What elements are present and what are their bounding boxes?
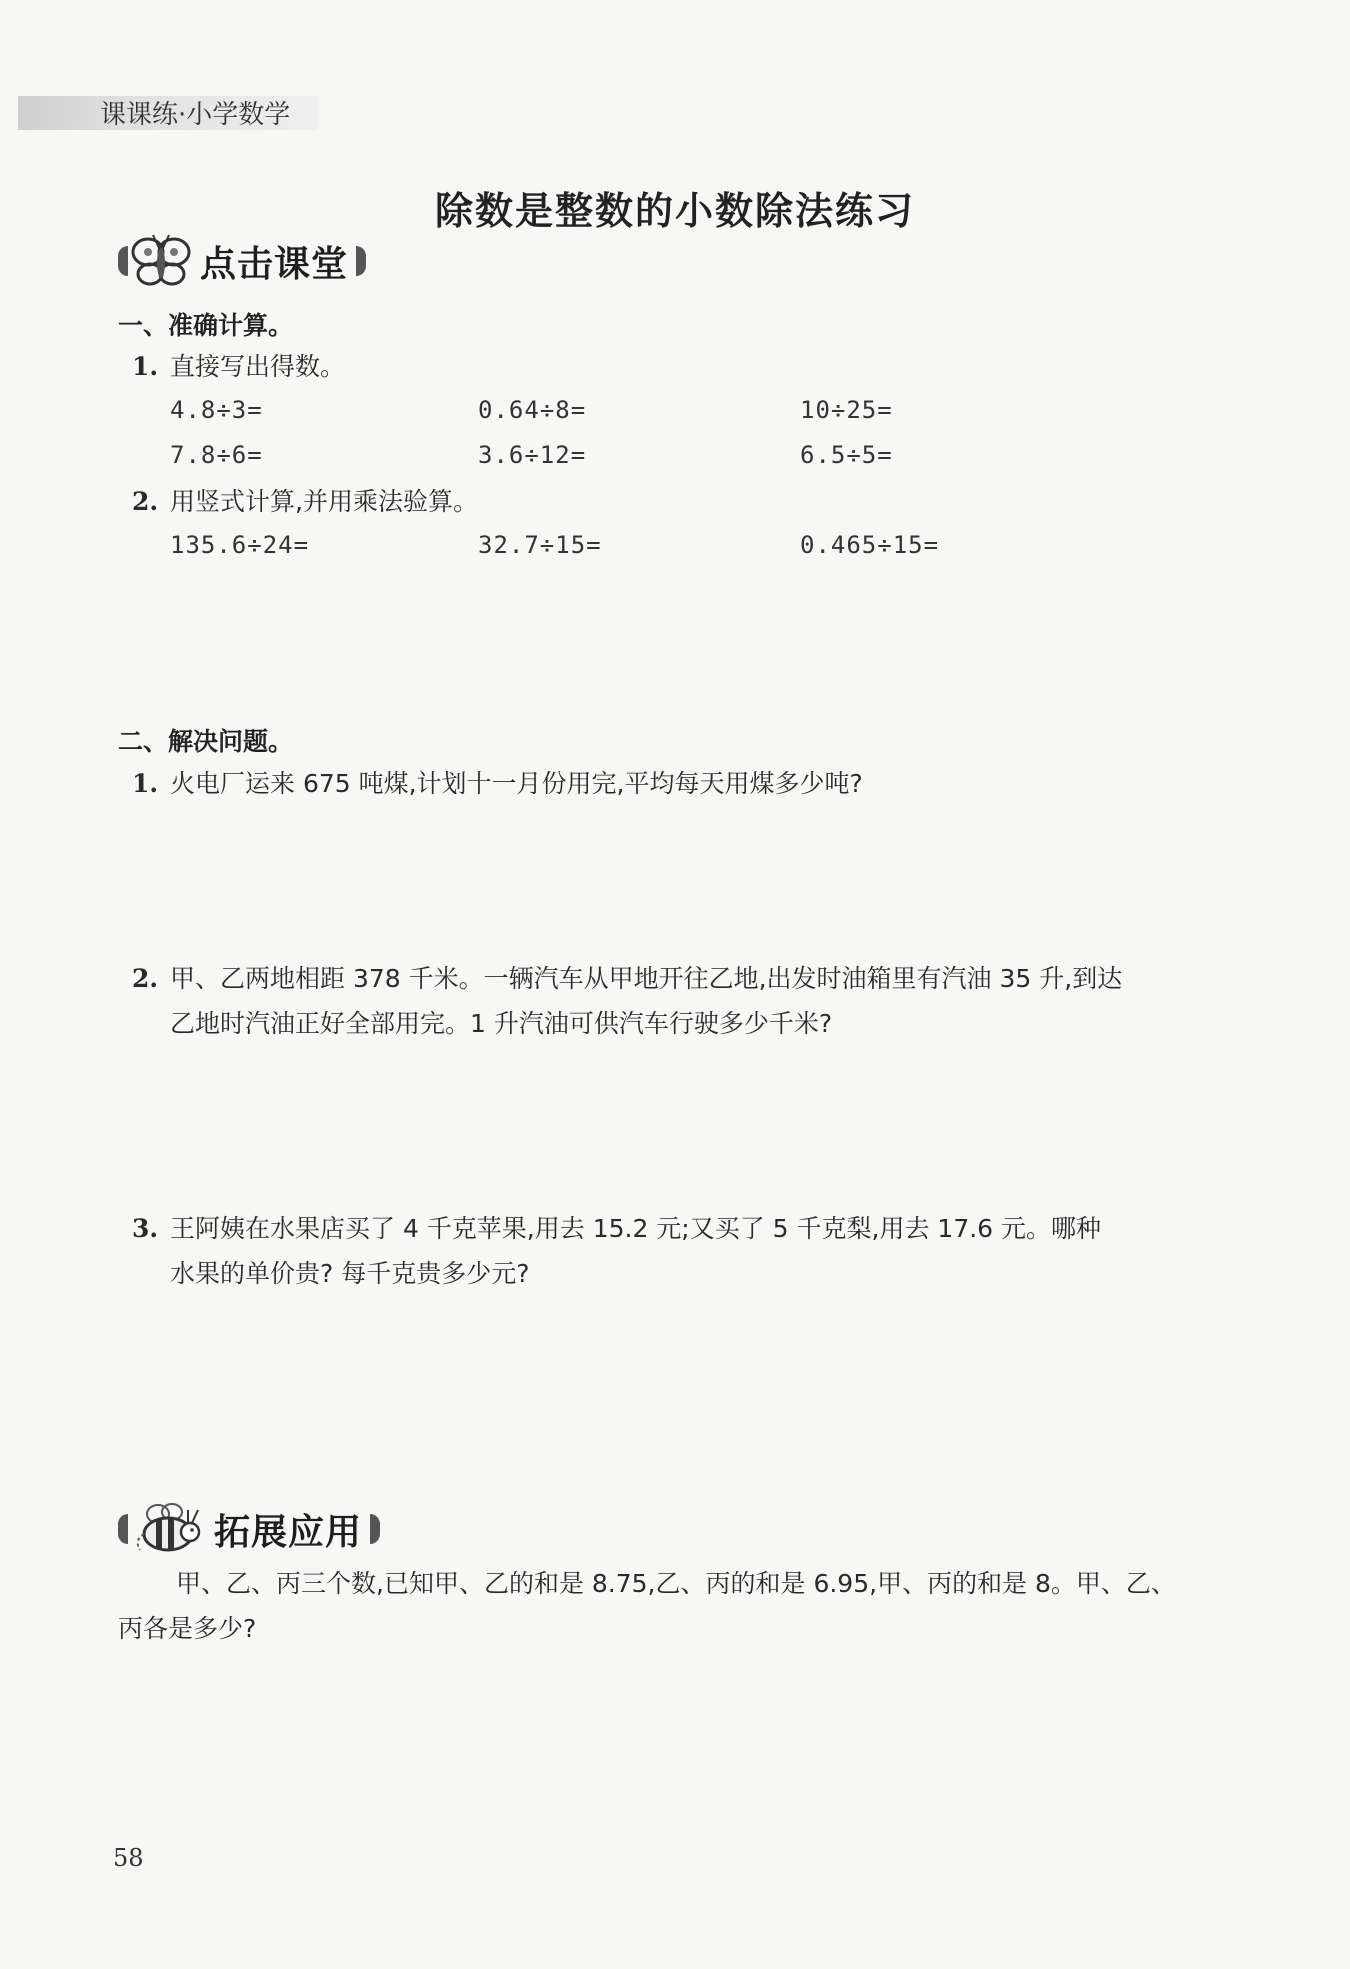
banner-right-cap xyxy=(370,1514,380,1544)
equation: 0.64÷8= xyxy=(478,396,587,424)
equation: 3.6÷12= xyxy=(478,441,587,469)
bee-icon xyxy=(128,1500,208,1558)
extension-problem-line2: 丙各是多少? xyxy=(118,1614,257,1643)
part2-heading: 二、解决问题。 xyxy=(118,727,294,756)
banner-right-cap xyxy=(356,246,366,276)
part1-q2-text: 用竖式计算,并用乘法验算。 xyxy=(170,487,478,516)
series-title: 课课练·小学数学 xyxy=(100,100,291,130)
classroom-banner-label: 点击课堂 xyxy=(200,243,349,285)
extension-banner-label: 拓展应用 xyxy=(214,1511,363,1553)
part2-q3-line1: 王阿姨在水果店买了 4 千克苹果,用去 15.2 元;又买了 5 千克梨,用去 17.6 元。哪种 xyxy=(170,1214,1102,1243)
part2-q1-number: 1. xyxy=(132,769,159,798)
part2-q2-line1: 甲、乙两地相距 378 千米。一辆汽车从甲地开往乙地,出发时油箱里有汽油 35 升,到达 xyxy=(170,964,1123,993)
part1-q1-text: 直接写出得数。 xyxy=(170,352,346,381)
equation: 0.465÷15= xyxy=(800,531,940,559)
equation: 32.7÷15= xyxy=(478,531,602,559)
equation: 4.8÷3= xyxy=(170,396,263,424)
part2-q1-text: 火电厂运来 675 吨煤,计划十一月份用完,平均每天用煤多少吨? xyxy=(170,769,863,798)
equation: 7.8÷6= xyxy=(170,441,263,469)
part2-q3-line2: 水果的单价贵? 每千克贵多少元? xyxy=(170,1259,530,1288)
part2-q2-line2: 乙地时汽油正好全部用完。1 升汽油可供汽车行驶多少千米? xyxy=(170,1009,833,1038)
part2-q2-number: 2. xyxy=(132,964,159,993)
extension-banner xyxy=(118,1504,380,1554)
part2-q3-number: 3. xyxy=(132,1214,159,1243)
butterfly-icon xyxy=(128,232,194,290)
equation: 10÷25= xyxy=(800,396,893,424)
equation: 135.6÷24= xyxy=(170,531,310,559)
page-title: 除数是整数的小数除法练习 xyxy=(434,189,915,233)
banner-left-cap xyxy=(118,1514,128,1544)
part1-q1-number: 1. xyxy=(132,352,159,381)
part1-q2-number: 2. xyxy=(132,487,159,516)
classroom-banner xyxy=(118,236,366,286)
banner-left-cap xyxy=(118,246,128,276)
equation: 6.5÷5= xyxy=(800,441,893,469)
page-number: 58 xyxy=(113,1844,144,1872)
extension-problem-line1: 甲、乙、丙三个数,已知甲、乙的和是 8.75,乙、丙的和是 6.95,甲、丙的和是 8。甲、乙、 xyxy=(176,1569,1176,1598)
part1-heading: 一、准确计算。 xyxy=(118,311,294,340)
